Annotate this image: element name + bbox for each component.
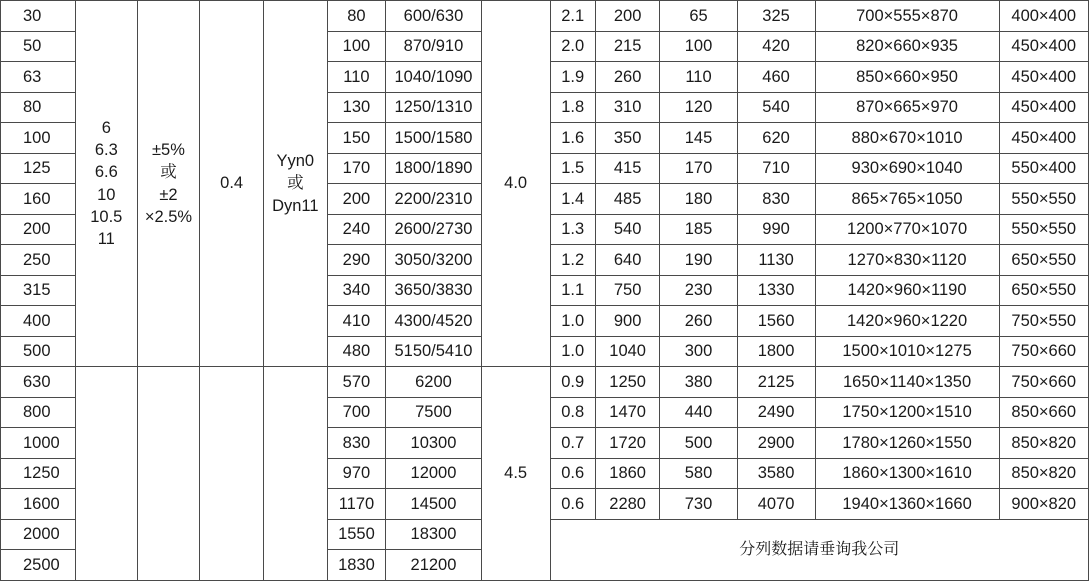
no-load-current-cell: 1.4 xyxy=(550,184,595,215)
gauge-cell: 850×820 xyxy=(999,458,1089,489)
load-loss-cell: 1500/1580 xyxy=(386,123,482,154)
no-load-loss-cell: 200 xyxy=(327,184,386,215)
oil-weight-cell: 730 xyxy=(660,489,737,520)
gauge-cell: 750×550 xyxy=(999,306,1089,337)
total-oil-cell: 1250 xyxy=(595,367,660,398)
gauge-cell: 750×660 xyxy=(999,336,1089,367)
dimensions-cell: 1940×1360×1660 xyxy=(815,489,999,520)
load-loss-cell: 18300 xyxy=(386,519,482,550)
total-weight-cell: 420 xyxy=(737,31,815,62)
gauge-cell: 400×400 xyxy=(999,1,1089,32)
total-weight-cell: 620 xyxy=(737,123,815,154)
total-weight-cell: 1560 xyxy=(737,306,815,337)
no-load-current-cell: 0.7 xyxy=(550,428,595,459)
no-load-current-cell: 1.8 xyxy=(550,92,595,123)
total-weight-cell: 325 xyxy=(737,1,815,32)
no-load-loss-cell: 570 xyxy=(327,367,386,398)
capacity-cell: 200 xyxy=(1,214,76,245)
total-oil-cell: 1860 xyxy=(595,458,660,489)
total-oil-cell: 1720 xyxy=(595,428,660,459)
total-oil-cell: 485 xyxy=(595,184,660,215)
capacity-cell: 630 xyxy=(1,367,76,398)
oil-weight-cell: 120 xyxy=(660,92,737,123)
no-load-loss-cell: 1550 xyxy=(327,519,386,550)
lv-voltage-cell-lower xyxy=(200,367,264,581)
load-loss-cell: 3050/3200 xyxy=(386,245,482,276)
dimensions-cell: 1650×1140×1350 xyxy=(815,367,999,398)
total-oil-cell: 260 xyxy=(595,62,660,93)
load-loss-cell: 870/910 xyxy=(386,31,482,62)
no-load-current-cell: 1.9 xyxy=(550,62,595,93)
oil-weight-cell: 190 xyxy=(660,245,737,276)
total-weight-cell: 540 xyxy=(737,92,815,123)
load-loss-cell: 2200/2310 xyxy=(386,184,482,215)
no-load-loss-cell: 830 xyxy=(327,428,386,459)
no-load-current-cell: 1.3 xyxy=(550,214,595,245)
load-loss-cell: 1250/1310 xyxy=(386,92,482,123)
gauge-cell: 550×550 xyxy=(999,184,1089,215)
impedance-cell: 4.0 xyxy=(481,1,550,367)
gauge-cell: 850×820 xyxy=(999,428,1089,459)
dimensions-cell: 820×660×935 xyxy=(815,31,999,62)
oil-weight-cell: 170 xyxy=(660,153,737,184)
tap-range-cell-lower xyxy=(137,367,200,581)
dimensions-cell: 870×665×970 xyxy=(815,92,999,123)
total-weight-cell: 4070 xyxy=(737,489,815,520)
load-loss-cell: 6200 xyxy=(386,367,482,398)
gauge-cell: 650×550 xyxy=(999,245,1089,276)
load-loss-cell: 14500 xyxy=(386,489,482,520)
oil-weight-cell: 110 xyxy=(660,62,737,93)
table-row xyxy=(1,1,1089,32)
oil-weight-cell: 180 xyxy=(660,184,737,215)
no-load-loss-cell: 340 xyxy=(327,275,386,306)
load-loss-cell: 12000 xyxy=(386,458,482,489)
no-load-current-cell: 1.2 xyxy=(550,245,595,276)
gauge-cell: 550×550 xyxy=(999,214,1089,245)
inquiry-note: 分列数据请垂询我公司 xyxy=(550,519,1088,580)
dimensions-cell: 1500×1010×1275 xyxy=(815,336,999,367)
capacity-cell: 50 xyxy=(1,31,76,62)
no-load-current-cell: 1.0 xyxy=(550,306,595,337)
capacity-cell: 800 xyxy=(1,397,76,428)
load-loss-cell: 2600/2730 xyxy=(386,214,482,245)
total-oil-cell: 415 xyxy=(595,153,660,184)
no-load-current-cell: 1.1 xyxy=(550,275,595,306)
oil-weight-cell: 300 xyxy=(660,336,737,367)
capacity-cell: 100 xyxy=(1,123,76,154)
capacity-cell: 30 xyxy=(1,1,76,32)
oil-weight-cell: 380 xyxy=(660,367,737,398)
load-loss-cell: 5150/5410 xyxy=(386,336,482,367)
impedance-cell-lower: 4.5 xyxy=(481,367,550,581)
dimensions-cell: 1750×1200×1510 xyxy=(815,397,999,428)
oil-weight-cell: 440 xyxy=(660,397,737,428)
gauge-cell: 550×400 xyxy=(999,153,1089,184)
total-oil-cell: 750 xyxy=(595,275,660,306)
load-loss-cell: 10300 xyxy=(386,428,482,459)
capacity-cell: 250 xyxy=(1,245,76,276)
dimensions-cell: 1780×1260×1550 xyxy=(815,428,999,459)
capacity-cell: 1250 xyxy=(1,458,76,489)
no-load-loss-cell: 1830 xyxy=(327,550,386,581)
gauge-cell: 850×660 xyxy=(999,397,1089,428)
total-oil-cell: 640 xyxy=(595,245,660,276)
oil-weight-cell: 100 xyxy=(660,31,737,62)
load-loss-cell: 4300/4520 xyxy=(386,306,482,337)
capacity-cell: 1000 xyxy=(1,428,76,459)
no-load-loss-cell: 80 xyxy=(327,1,386,32)
no-load-current-cell: 1.6 xyxy=(550,123,595,154)
gauge-cell: 450×400 xyxy=(999,92,1089,123)
dimensions-cell: 700×555×870 xyxy=(815,1,999,32)
oil-weight-cell: 65 xyxy=(660,1,737,32)
dimensions-cell: 880×670×1010 xyxy=(815,123,999,154)
oil-weight-cell: 260 xyxy=(660,306,737,337)
table-row xyxy=(1,367,1089,398)
no-load-current-cell: 0.6 xyxy=(550,489,595,520)
total-weight-cell: 1130 xyxy=(737,245,815,276)
load-loss-cell: 1040/1090 xyxy=(386,62,482,93)
total-oil-cell: 1470 xyxy=(595,397,660,428)
total-weight-cell: 1330 xyxy=(737,275,815,306)
vector-group-cell-lower xyxy=(263,367,327,581)
tap-range-cell: ±5% 或 ±2 ×2.5% xyxy=(137,1,200,367)
no-load-loss-cell: 170 xyxy=(327,153,386,184)
no-load-loss-cell: 130 xyxy=(327,92,386,123)
capacity-cell: 63 xyxy=(1,62,76,93)
oil-weight-cell: 185 xyxy=(660,214,737,245)
dimensions-cell: 1420×960×1220 xyxy=(815,306,999,337)
no-load-current-cell: 0.8 xyxy=(550,397,595,428)
no-load-current-cell: 2.1 xyxy=(550,1,595,32)
capacity-cell: 500 xyxy=(1,336,76,367)
capacity-cell: 315 xyxy=(1,275,76,306)
gauge-cell: 450×400 xyxy=(999,123,1089,154)
total-oil-cell: 900 xyxy=(595,306,660,337)
no-load-loss-cell: 700 xyxy=(327,397,386,428)
total-oil-cell: 2280 xyxy=(595,489,660,520)
no-load-loss-cell: 240 xyxy=(327,214,386,245)
no-load-loss-cell: 410 xyxy=(327,306,386,337)
capacity-cell: 125 xyxy=(1,153,76,184)
total-weight-cell: 2490 xyxy=(737,397,815,428)
load-loss-cell: 3650/3830 xyxy=(386,275,482,306)
total-oil-cell: 200 xyxy=(595,1,660,32)
capacity-cell: 1600 xyxy=(1,489,76,520)
capacity-cell: 160 xyxy=(1,184,76,215)
total-weight-cell: 1800 xyxy=(737,336,815,367)
oil-weight-cell: 500 xyxy=(660,428,737,459)
total-oil-cell: 215 xyxy=(595,31,660,62)
total-oil-cell: 310 xyxy=(595,92,660,123)
total-weight-cell: 2900 xyxy=(737,428,815,459)
no-load-current-cell: 2.0 xyxy=(550,31,595,62)
dimensions-cell: 850×660×950 xyxy=(815,62,999,93)
oil-weight-cell: 580 xyxy=(660,458,737,489)
dimensions-cell: 930×690×1040 xyxy=(815,153,999,184)
no-load-loss-cell: 1170 xyxy=(327,489,386,520)
no-load-loss-cell: 480 xyxy=(327,336,386,367)
dimensions-cell: 1270×830×1120 xyxy=(815,245,999,276)
dimensions-cell: 865×765×1050 xyxy=(815,184,999,215)
no-load-current-cell: 1.0 xyxy=(550,336,595,367)
no-load-current-cell: 0.6 xyxy=(550,458,595,489)
capacity-cell: 400 xyxy=(1,306,76,337)
lv-voltage-cell: 0.4 xyxy=(200,1,264,367)
total-weight-cell: 710 xyxy=(737,153,815,184)
hv-voltage-cell: 6 6.3 6.6 10 10.5 11 xyxy=(75,1,137,367)
total-oil-cell: 350 xyxy=(595,123,660,154)
total-weight-cell: 2125 xyxy=(737,367,815,398)
gauge-cell: 900×820 xyxy=(999,489,1089,520)
total-oil-cell: 540 xyxy=(595,214,660,245)
hv-voltage-cell-lower xyxy=(75,367,137,581)
no-load-current-cell: 0.9 xyxy=(550,367,595,398)
dimensions-cell: 1860×1300×1610 xyxy=(815,458,999,489)
load-loss-cell: 1800/1890 xyxy=(386,153,482,184)
no-load-loss-cell: 100 xyxy=(327,31,386,62)
capacity-cell: 80 xyxy=(1,92,76,123)
load-loss-cell: 21200 xyxy=(386,550,482,581)
no-load-loss-cell: 150 xyxy=(327,123,386,154)
no-load-current-cell: 1.5 xyxy=(550,153,595,184)
table-body xyxy=(1,1,1089,581)
load-loss-cell: 7500 xyxy=(386,397,482,428)
total-weight-cell: 990 xyxy=(737,214,815,245)
vector-group-cell: Yyn0 或 Dyn11 xyxy=(263,1,327,367)
dimensions-cell: 1200×770×1070 xyxy=(815,214,999,245)
capacity-cell: 2500 xyxy=(1,550,76,581)
capacity-cell: 2000 xyxy=(1,519,76,550)
total-weight-cell: 830 xyxy=(737,184,815,215)
dimensions-cell: 1420×960×1190 xyxy=(815,275,999,306)
total-weight-cell: 460 xyxy=(737,62,815,93)
gauge-cell: 650×550 xyxy=(999,275,1089,306)
oil-weight-cell: 230 xyxy=(660,275,737,306)
total-oil-cell: 1040 xyxy=(595,336,660,367)
no-load-loss-cell: 110 xyxy=(327,62,386,93)
load-loss-cell: 600/630 xyxy=(386,1,482,32)
gauge-cell: 750×660 xyxy=(999,367,1089,398)
oil-weight-cell: 145 xyxy=(660,123,737,154)
gauge-cell: 450×400 xyxy=(999,62,1089,93)
no-load-loss-cell: 290 xyxy=(327,245,386,276)
no-load-loss-cell: 970 xyxy=(327,458,386,489)
gauge-cell: 450×400 xyxy=(999,31,1089,62)
total-weight-cell: 3580 xyxy=(737,458,815,489)
